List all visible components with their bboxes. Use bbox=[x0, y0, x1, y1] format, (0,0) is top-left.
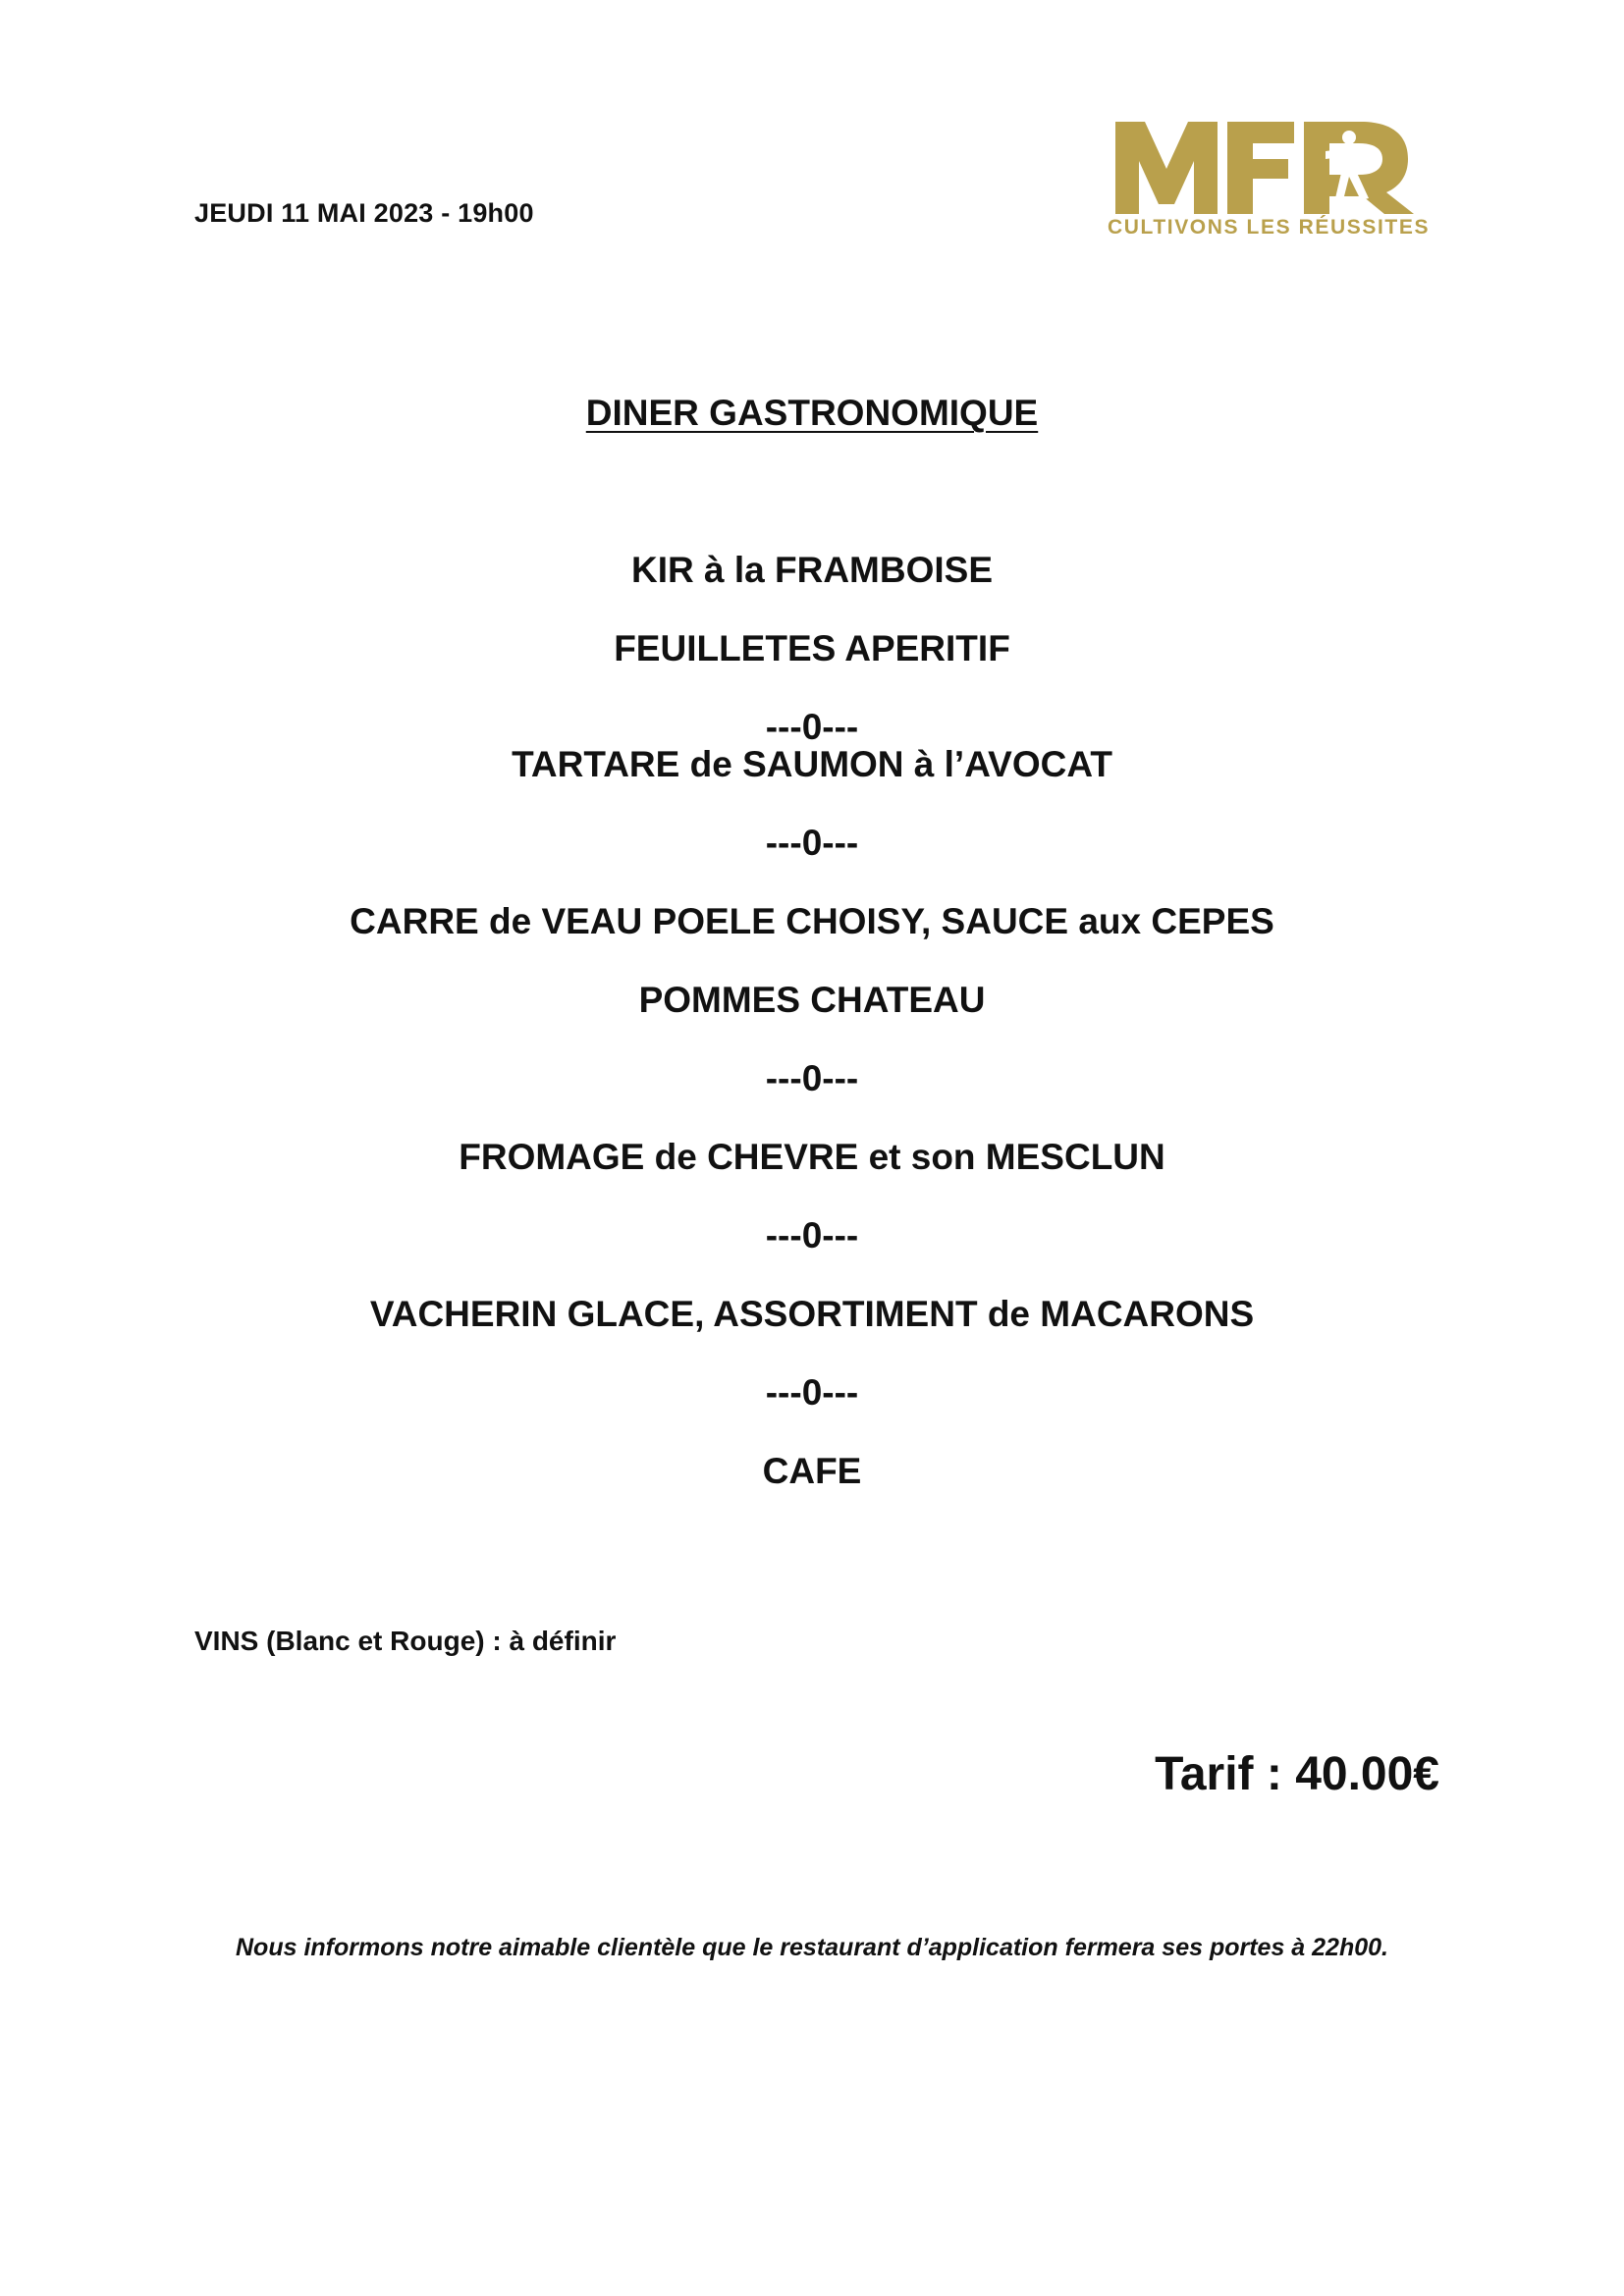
wines-note: VINS (Blanc et Rouge) : à définir bbox=[194, 1626, 617, 1656]
menu-item: POMMES CHATEAU bbox=[638, 980, 986, 1020]
price: Tarif : 40.00€ bbox=[1155, 1748, 1439, 1800]
mfr-logo-mark bbox=[1115, 116, 1420, 214]
menu-item: KIR à la FRAMBOISE bbox=[631, 550, 993, 590]
menu-separator: ---0--- bbox=[765, 1058, 859, 1098]
menu-separator: ---0--- bbox=[765, 1372, 859, 1413]
logo-tagline: CULTIVONS LES RÉUSSITES bbox=[1107, 216, 1431, 239]
menu-separator: ---0--- bbox=[765, 707, 859, 747]
event-date: JEUDI 11 MAI 2023 - 19h00 bbox=[194, 198, 534, 228]
menu-title bbox=[0, 393, 1624, 434]
menu-item: TARTARE de SAUMON à l’AVOCAT bbox=[512, 744, 1112, 784]
menu-item: VACHERIN GLACE, ASSORTIMENT de MACARONS bbox=[369, 1294, 1255, 1334]
menu-separator: ---0--- bbox=[765, 823, 859, 863]
menu-separator: ---0--- bbox=[765, 1215, 859, 1255]
closing-notice: Nous informons notre aimable clientèle que le restaurant d’application fermera ses portes à 22h00. bbox=[236, 1934, 1388, 1961]
menu-item: FEUILLETES APERITIF bbox=[614, 628, 1010, 668]
mfr-logo bbox=[1092, 116, 1445, 245]
menu-item: FROMAGE de CHEVRE et son MESCLUN bbox=[459, 1137, 1165, 1177]
menu-item: CARRE de VEAU POELE CHOISY, SAUCE aux CEPES bbox=[350, 901, 1274, 941]
menu-item: CAFE bbox=[762, 1451, 862, 1491]
menu-title-text: DINER GASTRONOMIQUE bbox=[585, 393, 1039, 433]
